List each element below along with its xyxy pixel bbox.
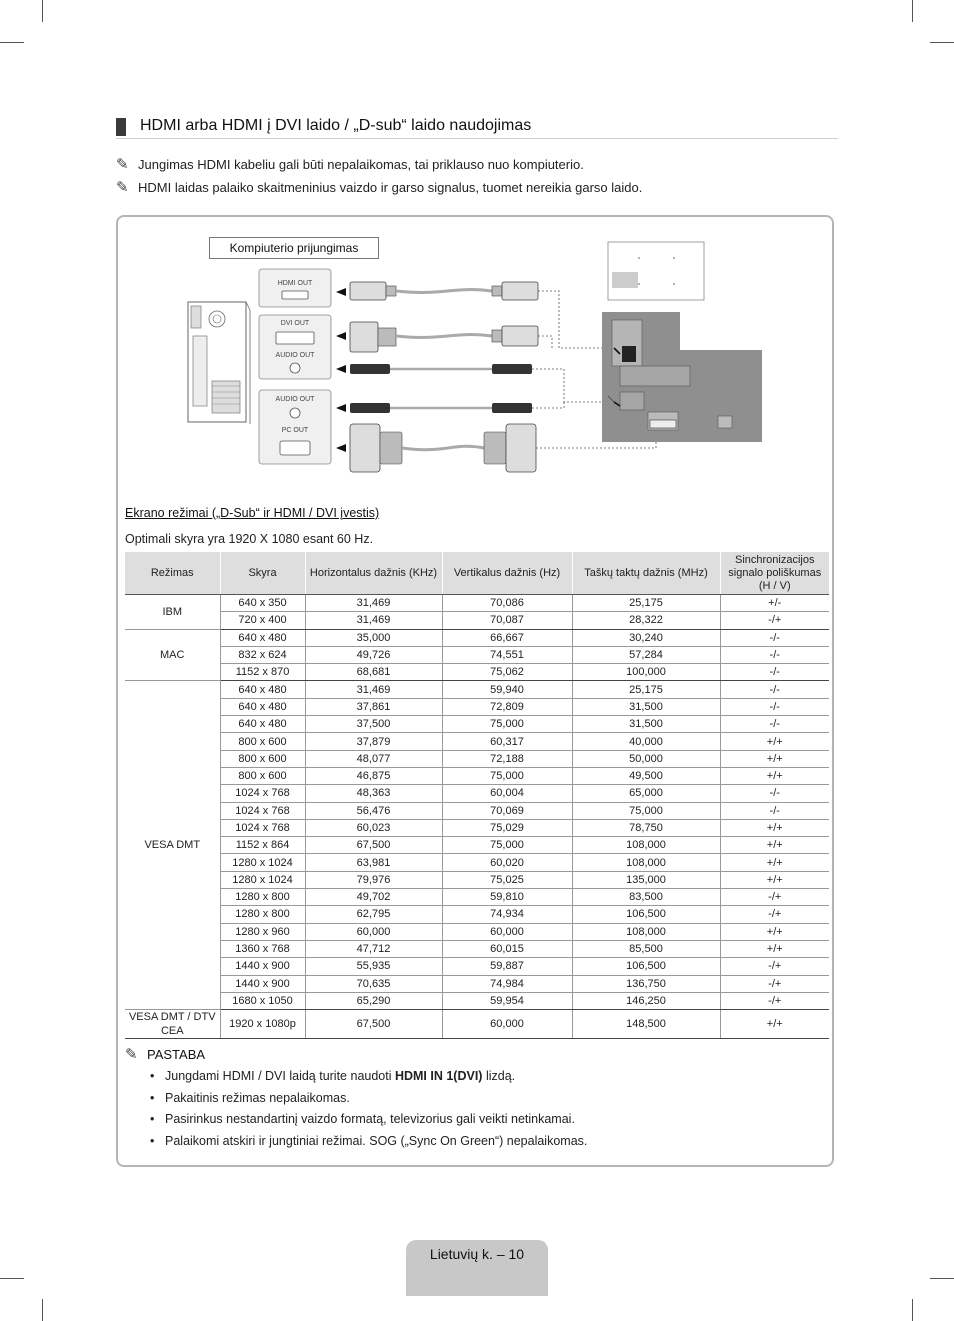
table-row bbox=[125, 612, 829, 629]
pixel-clock-cell: 83,500 bbox=[572, 889, 720, 906]
horizontal-cell: 65,290 bbox=[305, 992, 442, 1009]
pixel-clock-cell: 30,240 bbox=[572, 629, 720, 646]
vertical-cell: 75,000 bbox=[442, 716, 572, 733]
vertical-cell: 74,984 bbox=[442, 975, 572, 992]
horizontal-cell: 60,023 bbox=[305, 819, 442, 836]
pc-out-label: PC OUT bbox=[281, 427, 309, 434]
resolution-cell: 1280 x 800 bbox=[220, 906, 305, 923]
horizontal-cell: 63,981 bbox=[305, 854, 442, 871]
pastaba-title: PASTABA bbox=[147, 1047, 206, 1062]
vertical-cell: 75,025 bbox=[442, 871, 572, 888]
sync-cell: -/- bbox=[720, 629, 829, 646]
horizontal-cell: 37,879 bbox=[305, 733, 442, 750]
table-row bbox=[125, 906, 829, 923]
vertical-cell: 72,809 bbox=[442, 698, 572, 715]
vertical-cell: 60,317 bbox=[442, 733, 572, 750]
sync-cell: -/- bbox=[720, 698, 829, 715]
sync-cell: +/+ bbox=[720, 750, 829, 767]
connection-diagram bbox=[184, 236, 764, 476]
sync-cell: -/- bbox=[720, 646, 829, 663]
resolution-cell: 800 x 600 bbox=[220, 733, 305, 750]
vertical-cell: 75,062 bbox=[442, 664, 572, 681]
resolution-cell: 1152 x 864 bbox=[220, 837, 305, 854]
resolution-cell: 1440 x 900 bbox=[220, 958, 305, 975]
resolution-cell: 1280 x 1024 bbox=[220, 854, 305, 871]
resolution-cell: 640 x 350 bbox=[220, 595, 305, 612]
dvi-cable bbox=[336, 322, 538, 352]
table-row bbox=[125, 871, 829, 888]
horizontal-cell: 37,861 bbox=[305, 698, 442, 715]
pixel-clock-cell: 106,500 bbox=[572, 906, 720, 923]
col-horizontal-header: Horizontalus dažnis (KHz) bbox=[305, 552, 442, 595]
horizontal-cell: 31,469 bbox=[305, 612, 442, 629]
crop-mark bbox=[0, 42, 24, 43]
hdmi-cable bbox=[336, 282, 538, 300]
vertical-cell: 74,551 bbox=[442, 646, 572, 663]
pixel-clock-cell: 50,000 bbox=[572, 750, 720, 767]
pixel-clock-cell: 75,000 bbox=[572, 802, 720, 819]
crop-mark bbox=[42, 0, 43, 22]
pencil-icon: ✎ bbox=[125, 1046, 138, 1063]
horizontal-cell: 48,363 bbox=[305, 785, 442, 802]
resolution-cell: 800 x 600 bbox=[220, 750, 305, 767]
resolution-cell: 640 x 480 bbox=[220, 716, 305, 733]
sync-cell: +/+ bbox=[720, 767, 829, 784]
table-row bbox=[125, 785, 829, 802]
pixel-clock-cell: 57,284 bbox=[572, 646, 720, 663]
table-row bbox=[125, 664, 829, 681]
sync-cell: +/+ bbox=[720, 837, 829, 854]
sync-cell: -/+ bbox=[720, 612, 829, 629]
table-row bbox=[125, 767, 829, 784]
vertical-cell: 60,020 bbox=[442, 854, 572, 871]
sync-cell: +/+ bbox=[720, 733, 829, 750]
vertical-cell: 59,887 bbox=[442, 958, 572, 975]
table-row bbox=[125, 716, 829, 733]
horizontal-cell: 79,976 bbox=[305, 871, 442, 888]
dvi-out-label: DVI OUT bbox=[280, 320, 310, 327]
col-sync-polarity-header bbox=[720, 552, 829, 595]
tv-rear-icon bbox=[602, 242, 762, 442]
resolution-cell: 800 x 600 bbox=[220, 767, 305, 784]
diagram-label: Kompiuterio prijungimas bbox=[209, 237, 379, 259]
table-row bbox=[125, 837, 829, 854]
pixel-clock-cell: 28,322 bbox=[572, 612, 720, 629]
vertical-cell: 75,029 bbox=[442, 819, 572, 836]
pencil-icon: ✎ bbox=[116, 179, 129, 196]
pixel-clock-cell: 31,500 bbox=[572, 698, 720, 715]
pixel-clock-cell: 85,500 bbox=[572, 940, 720, 957]
vertical-cell: 59,954 bbox=[442, 992, 572, 1009]
sync-cell: -/- bbox=[720, 681, 829, 698]
table-row bbox=[125, 940, 829, 957]
horizontal-cell: 55,935 bbox=[305, 958, 442, 975]
pixel-clock-cell: 25,175 bbox=[572, 595, 720, 612]
resolution-cell: 640 x 480 bbox=[220, 698, 305, 715]
sync-cell: +/+ bbox=[720, 940, 829, 957]
col-mode-header: Režimas bbox=[125, 552, 220, 595]
horizontal-cell: 62,795 bbox=[305, 906, 442, 923]
table-body bbox=[125, 595, 829, 1039]
table-row bbox=[125, 958, 829, 975]
table-row bbox=[125, 681, 829, 698]
sync-cell: -/+ bbox=[720, 889, 829, 906]
list-item: • Palaikomi atskiri ir jungtiniai režimai. SOG („Sync On Green“) nepalaikomas. bbox=[150, 1131, 587, 1153]
sync-cell: -/+ bbox=[720, 958, 829, 975]
route-line bbox=[538, 336, 552, 348]
resolution-cell: 1440 x 900 bbox=[220, 975, 305, 992]
pixel-clock-cell: 25,175 bbox=[572, 681, 720, 698]
note-2-text: HDMI laidas palaiko skaitmeninius vaizdo ir garso signalus, tuomet nereikia garso laido. bbox=[138, 180, 643, 195]
sync-cell: +/+ bbox=[720, 1010, 829, 1039]
horizontal-cell: 49,702 bbox=[305, 889, 442, 906]
horizontal-cell: 60,000 bbox=[305, 923, 442, 940]
sync-cell: -/- bbox=[720, 785, 829, 802]
col-resolution-header: Skyra bbox=[220, 552, 305, 595]
list-item bbox=[150, 1066, 587, 1088]
col-vertical-header: Vertikalus dažnis (Hz) bbox=[442, 552, 572, 595]
resolution-cell: 1024 x 768 bbox=[220, 785, 305, 802]
pixel-clock-cell: 108,000 bbox=[572, 923, 720, 940]
hdmi-out-port bbox=[259, 269, 331, 307]
vertical-cell: 70,087 bbox=[442, 612, 572, 629]
horizontal-cell: 31,469 bbox=[305, 681, 442, 698]
heading-text: HDMI arba HDMI į DVI laido / „D-sub“ laido naudojimas bbox=[140, 117, 532, 134]
horizontal-cell: 48,077 bbox=[305, 750, 442, 767]
vertical-cell: 60,000 bbox=[442, 1010, 572, 1039]
pixel-clock-cell: 65,000 bbox=[572, 785, 720, 802]
display-modes-table bbox=[125, 552, 829, 1039]
table-row bbox=[125, 629, 829, 646]
page-footer: Lietuvių k. – 10 bbox=[406, 1240, 548, 1296]
sync-cell: -/+ bbox=[720, 906, 829, 923]
pixel-clock-cell: 100,000 bbox=[572, 664, 720, 681]
sync-header-line: Sinchronizacijos bbox=[735, 553, 815, 566]
table-row bbox=[125, 1010, 829, 1039]
table-row bbox=[125, 802, 829, 819]
pixel-clock-cell: 146,250 bbox=[572, 992, 720, 1009]
audio-out-label-1: AUDIO OUT bbox=[275, 352, 315, 359]
optimal-resolution-text: Optimali skyra yra 1920 X 1080 esant 60 Hz. bbox=[125, 532, 374, 546]
section-heading bbox=[116, 116, 838, 139]
pixel-clock-cell: 108,000 bbox=[572, 854, 720, 871]
pixel-clock-cell: 108,000 bbox=[572, 837, 720, 854]
pixel-clock-cell: 49,500 bbox=[572, 767, 720, 784]
col-pixel-clock-header: Taškų taktų dažnis (MHz) bbox=[572, 552, 720, 595]
horizontal-cell: 49,726 bbox=[305, 646, 442, 663]
resolution-cell: 640 x 480 bbox=[220, 681, 305, 698]
sync-cell: -/+ bbox=[720, 992, 829, 1009]
mode-cell: IBM bbox=[125, 595, 220, 630]
sync-cell: +/+ bbox=[720, 854, 829, 871]
sync-cell: +/- bbox=[720, 595, 829, 612]
heading-bar bbox=[116, 118, 126, 136]
pixel-clock-cell: 40,000 bbox=[572, 733, 720, 750]
vertical-cell: 60,000 bbox=[442, 923, 572, 940]
notes-list bbox=[150, 1066, 587, 1152]
resolution-cell: 1680 x 1050 bbox=[220, 992, 305, 1009]
resolution-cell: 1280 x 960 bbox=[220, 923, 305, 940]
crop-mark bbox=[930, 42, 954, 43]
table-row bbox=[125, 819, 829, 836]
pixel-clock-cell: 106,500 bbox=[572, 958, 720, 975]
note-1 bbox=[116, 157, 584, 173]
horizontal-cell: 67,500 bbox=[305, 1010, 442, 1039]
sync-cell: +/+ bbox=[720, 871, 829, 888]
bullet-text: Jungdami HDMI / DVI laidą turite naudoti bbox=[165, 1069, 395, 1083]
resolution-cell: 832 x 624 bbox=[220, 646, 305, 663]
sync-header-line: signalo poliškumas bbox=[728, 566, 822, 579]
resolution-cell: 1280 x 800 bbox=[220, 889, 305, 906]
resolution-cell: 720 x 400 bbox=[220, 612, 305, 629]
table-row bbox=[125, 750, 829, 767]
vertical-cell: 74,934 bbox=[442, 906, 572, 923]
vertical-cell: 70,086 bbox=[442, 595, 572, 612]
route-line bbox=[532, 369, 614, 402]
table-row bbox=[125, 733, 829, 750]
resolution-cell: 1024 x 768 bbox=[220, 802, 305, 819]
horizontal-cell: 70,635 bbox=[305, 975, 442, 992]
resolution-cell: 1360 x 768 bbox=[220, 940, 305, 957]
bullet-text: lizdą. bbox=[482, 1069, 516, 1083]
hdmi-out-label: HDMI OUT bbox=[277, 280, 313, 287]
pc-tower-icon bbox=[188, 302, 250, 424]
vertical-cell: 59,940 bbox=[442, 681, 572, 698]
table-row bbox=[125, 698, 829, 715]
table-row bbox=[125, 992, 829, 1009]
table-row bbox=[125, 646, 829, 663]
pixel-clock-cell: 31,500 bbox=[572, 716, 720, 733]
crop-mark bbox=[912, 0, 913, 22]
horizontal-cell: 46,875 bbox=[305, 767, 442, 784]
dsub-cable bbox=[336, 424, 536, 472]
table-row bbox=[125, 854, 829, 871]
pixel-clock-cell: 78,750 bbox=[572, 819, 720, 836]
vertical-cell: 70,069 bbox=[442, 802, 572, 819]
bullet-bold: HDMI IN 1(DVI) bbox=[394, 1069, 483, 1083]
crop-mark bbox=[42, 1299, 43, 1321]
vertical-cell: 72,188 bbox=[442, 750, 572, 767]
vertical-cell: 75,000 bbox=[442, 767, 572, 784]
table-row bbox=[125, 595, 829, 612]
list-item: • Pasirinkus nestandartinį vaizdo formatą, televizorius gali veikti netinkamai. bbox=[150, 1109, 587, 1131]
list-item: • Pakaitinis režimas nepalaikomas. bbox=[150, 1088, 587, 1110]
route-line bbox=[532, 402, 564, 408]
resolution-cell: 1024 x 768 bbox=[220, 819, 305, 836]
vertical-cell: 60,004 bbox=[442, 785, 572, 802]
horizontal-cell: 47,712 bbox=[305, 940, 442, 957]
resolution-cell: 1280 x 1024 bbox=[220, 871, 305, 888]
horizontal-cell: 37,500 bbox=[305, 716, 442, 733]
audio-cable-2 bbox=[336, 403, 532, 413]
sync-cell: -/+ bbox=[720, 975, 829, 992]
mode-cell: VESA DMT / DTV CEA bbox=[125, 1010, 220, 1039]
crop-mark bbox=[0, 1278, 24, 1279]
sync-cell: -/- bbox=[720, 664, 829, 681]
table-row bbox=[125, 889, 829, 906]
sync-cell: +/+ bbox=[720, 923, 829, 940]
pastaba-heading bbox=[125, 1045, 205, 1063]
pencil-icon: ✎ bbox=[116, 156, 129, 173]
horizontal-cell: 68,681 bbox=[305, 664, 442, 681]
note-1-text: Jungimas HDMI kabeliu gali būti nepalaikomas, tai priklauso nuo kompiuterio. bbox=[138, 157, 584, 172]
audio-cable-1 bbox=[336, 364, 532, 374]
vertical-cell: 75,000 bbox=[442, 837, 572, 854]
vertical-cell: 59,810 bbox=[442, 889, 572, 906]
mode-cell: MAC bbox=[125, 629, 220, 681]
audio-out-label-2: AUDIO OUT bbox=[275, 396, 315, 403]
vertical-cell: 66,667 bbox=[442, 629, 572, 646]
note-2 bbox=[116, 180, 642, 196]
pixel-clock-cell: 148,500 bbox=[572, 1010, 720, 1039]
sync-cell: +/+ bbox=[720, 819, 829, 836]
horizontal-cell: 67,500 bbox=[305, 837, 442, 854]
pixel-clock-cell: 135,000 bbox=[572, 871, 720, 888]
horizontal-cell: 31,469 bbox=[305, 595, 442, 612]
vertical-cell: 60,015 bbox=[442, 940, 572, 957]
horizontal-cell: 56,476 bbox=[305, 802, 442, 819]
crop-mark bbox=[912, 1299, 913, 1321]
table-row bbox=[125, 923, 829, 940]
horizontal-cell: 35,000 bbox=[305, 629, 442, 646]
pixel-clock-cell: 136,750 bbox=[572, 975, 720, 992]
sync-cell: -/- bbox=[720, 802, 829, 819]
modes-subheading: Ekrano režimai („D-Sub“ ir HDMI / DVI įvestis) bbox=[125, 506, 380, 520]
table-row bbox=[125, 975, 829, 992]
resolution-cell: 1920 x 1080p bbox=[220, 1010, 305, 1039]
table-header-row bbox=[125, 552, 829, 595]
crop-mark bbox=[930, 1278, 954, 1279]
mode-cell: VESA DMT bbox=[125, 681, 220, 1010]
resolution-cell: 1152 x 870 bbox=[220, 664, 305, 681]
sync-header-line: (H / V) bbox=[758, 579, 791, 592]
resolution-cell: 640 x 480 bbox=[220, 629, 305, 646]
sync-cell: -/- bbox=[720, 716, 829, 733]
